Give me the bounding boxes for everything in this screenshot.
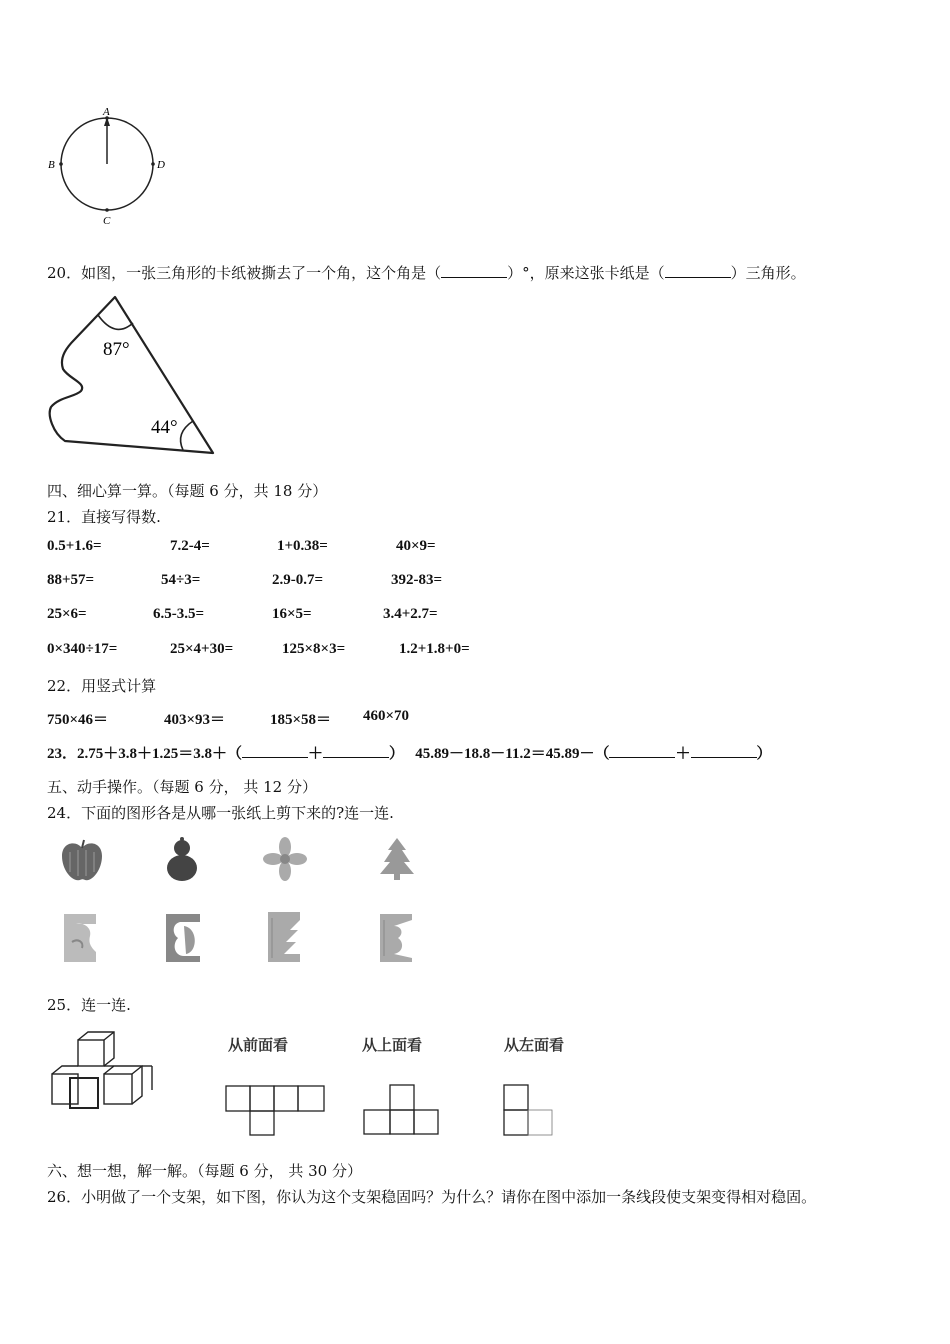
point-d-label: D (157, 159, 165, 171)
angle-bottom-label: 44° (151, 417, 178, 438)
q21-r2-c2: 54÷3= (161, 572, 201, 588)
paper-piece-3 (266, 910, 304, 964)
point-b-dot (59, 162, 63, 166)
paper-piece-2 (164, 912, 204, 964)
q21-r2-c3: 2.9-0.7= (272, 572, 324, 588)
q20-middle: ）°，原来这张卡纸是（ (507, 264, 665, 282)
angle-arc-bottom (181, 421, 193, 450)
torn-triangle-figure (45, 293, 225, 458)
paper-piece-4 (378, 912, 416, 964)
point-b-label: B (48, 159, 55, 171)
paper-piece-1 (62, 912, 100, 964)
q21-r3-c2: 6.5-3.5= (153, 606, 205, 622)
q21-r4-c3: 125×8×3= (282, 641, 346, 657)
q22-item-3: 185×58＝ (270, 712, 332, 728)
view-label-front: 从前面看 (228, 1036, 289, 1054)
q24-title: 24．下面的图形各是从哪一张纸上剪下来的?连一连. (47, 804, 394, 822)
q21-r1-c2: 7.2-4= (170, 538, 210, 554)
q20-prefix: 20．如图，一张三角形的卡纸被撕去了一个角，这个角是（ (47, 264, 442, 282)
cube-stack-figure (48, 1030, 158, 1112)
left-view-figure (502, 1083, 558, 1139)
q22-item-2: 403×93＝ (164, 712, 226, 728)
q21-r3-c4: 3.4+2.7= (383, 606, 438, 622)
q23-close-1: ） (389, 746, 405, 762)
section-5-title: 五、动手操作。（每题 6 分， 共 12 分） (47, 778, 317, 796)
clock-circle-figure (40, 100, 180, 230)
q21-r4-c1: 0×340÷17= (47, 641, 118, 657)
q23-close-2: ） (756, 746, 772, 762)
q21-r1-c4: 40×9= (396, 538, 436, 554)
section-6-title: 六、想一想，解一解。（每题 6 分， 共 30 分） (47, 1162, 362, 1180)
section-4-title: 四、细心算一算。（每题 6 分，共 18 分） (47, 482, 328, 500)
q23-blank-1[interactable] (242, 745, 308, 758)
q21-r2-c1: 88+57= (47, 572, 95, 588)
q21-r4-c4: 1.2+1.8+0= (399, 641, 470, 657)
q21-r3-c3: 16×5= (272, 606, 312, 622)
q23-blank-4[interactable] (691, 745, 757, 758)
point-d-dot (151, 162, 155, 166)
q23-blank-3[interactable] (609, 745, 675, 758)
angle-top-label: 87° (103, 339, 130, 360)
q20-blank-1[interactable] (441, 265, 507, 278)
q23-line (47, 742, 772, 763)
q26-text: 26．小明做了一个支架，如下图，你认为这个支架稳固吗？为什么？请你在图中添加一条线段使支架变得相对稳固。 (47, 1188, 817, 1206)
point-a-label: A (103, 106, 110, 118)
top-view-figure (362, 1083, 442, 1137)
q21-r3-c1: 25×6= (47, 606, 87, 622)
q20-blank-2[interactable] (665, 265, 731, 278)
q23-plus-1: ＋ (308, 746, 324, 762)
q23-plus-2: ＋ (675, 746, 691, 762)
torn-triangle-outline (50, 297, 213, 453)
q21-r1-c3: 1+0.38= (277, 538, 328, 554)
q23-part1-prefix: 23．2.75＋3.8＋1.25＝3.8＋（ (47, 746, 243, 762)
q23-part2-prefix: 45.89－18.8－11.2＝45.89－（ (415, 746, 610, 762)
front-view-figure (225, 1085, 327, 1137)
q21-r2-c4: 392-83= (391, 572, 443, 588)
point-c-label: C (103, 215, 111, 227)
point-c-dot (105, 208, 109, 212)
q20-suffix: ）三角形。 (730, 264, 806, 282)
q21-title: 21．直接写得数. (47, 508, 161, 526)
flower-shape-icon (262, 836, 308, 882)
q25-title: 25．连一连. (47, 996, 131, 1014)
q22-title: 22．用竖式计算 (47, 677, 157, 695)
q22-item-1: 750×46＝ (47, 712, 109, 728)
q23-blank-2[interactable] (323, 745, 389, 758)
view-label-left: 从左面看 (504, 1036, 565, 1054)
q21-r4-c2: 25×4+30= (170, 641, 234, 657)
apple-shape-icon (58, 838, 106, 884)
q21-r1-c1: 0.5+1.6= (47, 538, 102, 554)
q22-item-4: 460×70 (363, 708, 410, 724)
q20-text (47, 262, 806, 283)
gourd-shape-icon (162, 834, 202, 884)
tree-shape-icon (376, 836, 418, 882)
view-label-top: 从上面看 (362, 1036, 423, 1054)
